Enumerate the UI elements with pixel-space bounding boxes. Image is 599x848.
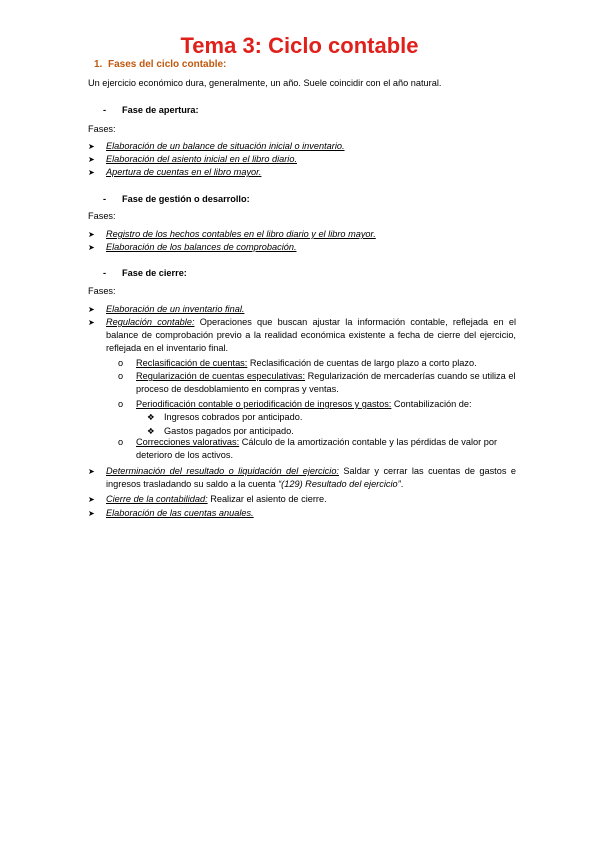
list-item xyxy=(88,166,516,179)
sub-item-text xyxy=(136,370,516,396)
list-item xyxy=(88,241,516,254)
sub-item-description: Regularización de mercaderías cuando se utiliza el proceso de desdoblamiento en compras y ventas. xyxy=(136,371,516,394)
circle-bullet-icon: o xyxy=(118,371,124,381)
fases-label: Fases: xyxy=(88,286,116,296)
list-item-text: Elaboración de un balance de situación inicial o inventario. xyxy=(106,141,345,151)
list-item xyxy=(88,465,516,491)
list-item-text: Elaboración de un inventario final. xyxy=(106,304,245,314)
dash-marker: - xyxy=(103,105,107,115)
phase-gestion-heading xyxy=(103,193,250,206)
phase-cierre-title: Fase de cierre: xyxy=(122,268,187,278)
list-item xyxy=(88,140,516,153)
sub-item-description: Cálculo de la amortización contable y las pérdidas de valor por deterioro de los activos. xyxy=(136,437,498,460)
phase-apertura-title: Fase de apertura: xyxy=(122,105,199,115)
phase-gestion-title: Fase de gestión o desarrollo: xyxy=(122,194,250,204)
item-end: . xyxy=(400,479,404,489)
dash-marker: - xyxy=(103,268,107,278)
sub-item-label: Periodificación contable o periodificación de ingresos y gastos: xyxy=(136,399,392,409)
list-item xyxy=(88,228,516,241)
page-title: Tema 3: Ciclo contable xyxy=(180,33,419,58)
list-item-text: Elaboración de las cuentas anuales. xyxy=(106,508,254,518)
list-item-text: Elaboración de los balances de comprobación. xyxy=(106,242,297,252)
arrow-bullet-icon: ➤ xyxy=(88,243,95,252)
intro-paragraph: Un ejercicio económico dura, generalmente, un año. Suele coincidir con el año natural. xyxy=(88,78,442,88)
fases-label: Fases: xyxy=(88,124,116,134)
circle-bullet-icon: o xyxy=(118,437,124,447)
arrow-bullet-icon: ➤ xyxy=(88,467,95,476)
sub-list-item xyxy=(118,370,516,396)
sub-item-label: Regularización de cuentas especulativas: xyxy=(136,371,306,381)
circle-bullet-icon: o xyxy=(118,358,124,368)
sub-item-label: Correcciones valorativas: xyxy=(136,437,240,447)
arrow-bullet-icon: ➤ xyxy=(88,168,95,177)
fases-label: Fases: xyxy=(88,211,116,221)
sub-sub-item-text: Gastos pagados por anticipado. xyxy=(164,426,294,436)
sub-list-item xyxy=(118,398,516,411)
phase-cierre-heading xyxy=(103,267,187,280)
list-item-text: Apertura de cuentas en el libro mayor. xyxy=(106,167,262,177)
phase-apertura-heading xyxy=(103,104,199,117)
sub-item-text xyxy=(136,398,516,411)
list-item-text: Registro de los hechos contables en el libro diario y el libro mayor. xyxy=(106,229,376,239)
item-label: Cierre de la contabilidad: xyxy=(106,494,208,504)
sub-sub-list-item xyxy=(147,411,302,424)
arrow-bullet-icon: ➤ xyxy=(88,495,95,504)
arrow-bullet-icon: ➤ xyxy=(88,142,95,151)
sub-item-text xyxy=(136,436,516,462)
diamond-bullet-icon: ❖ xyxy=(147,426,155,436)
item-description: Realizar el asiento de cierre. xyxy=(207,494,327,504)
arrow-bullet-icon: ➤ xyxy=(88,509,95,518)
list-item xyxy=(88,316,516,355)
list-item xyxy=(88,153,516,166)
list-item xyxy=(88,303,516,316)
circle-bullet-icon: o xyxy=(118,399,124,409)
section-heading xyxy=(94,58,226,71)
arrow-bullet-icon: ➤ xyxy=(88,305,95,314)
list-item xyxy=(88,507,516,520)
list-item xyxy=(88,493,516,506)
section-label: Fases del ciclo contable: xyxy=(108,59,227,70)
sub-item-description: Contabilización de: xyxy=(391,399,472,409)
sub-list-item xyxy=(118,436,516,462)
section-number: 1. xyxy=(94,59,103,70)
sub-item-text xyxy=(136,357,516,370)
diamond-bullet-icon: ❖ xyxy=(147,412,155,422)
sub-list-item xyxy=(118,357,516,370)
sub-sub-item-text: Ingresos cobrados por anticipado. xyxy=(164,412,303,422)
sub-item-label: Reclasificación de cuentas: xyxy=(136,358,248,368)
item-label: Determinación del resultado o liquidación del ejercicio: xyxy=(106,466,339,476)
item-description: Saldar y cerrar las cuentas de gastos e ingresos trasladando su saldo a la cuenta xyxy=(106,466,516,489)
list-item-text xyxy=(106,465,516,491)
dash-marker: - xyxy=(103,194,107,204)
sub-item-description: Reclasificación de cuentas de largo plazo a corto plazo. xyxy=(247,358,477,368)
item-description: Operaciones que buscan ajustar la información contable, reflejada en el balance de comprobación previo a la realidad económica existente a fecha de cierre del ejercicio, reflejada en el inventario final. xyxy=(106,317,516,353)
arrow-bullet-icon: ➤ xyxy=(88,318,95,327)
arrow-bullet-icon: ➤ xyxy=(88,230,95,239)
list-item-text: Elaboración del asiento inicial en el libro diario. xyxy=(106,154,298,164)
arrow-bullet-icon: ➤ xyxy=(88,155,95,164)
list-item-text xyxy=(106,316,516,355)
item-label: Regulación contable: xyxy=(106,317,195,327)
list-item-text xyxy=(106,493,516,506)
account-name: “(129) Resultado del ejercicio” xyxy=(278,479,401,489)
